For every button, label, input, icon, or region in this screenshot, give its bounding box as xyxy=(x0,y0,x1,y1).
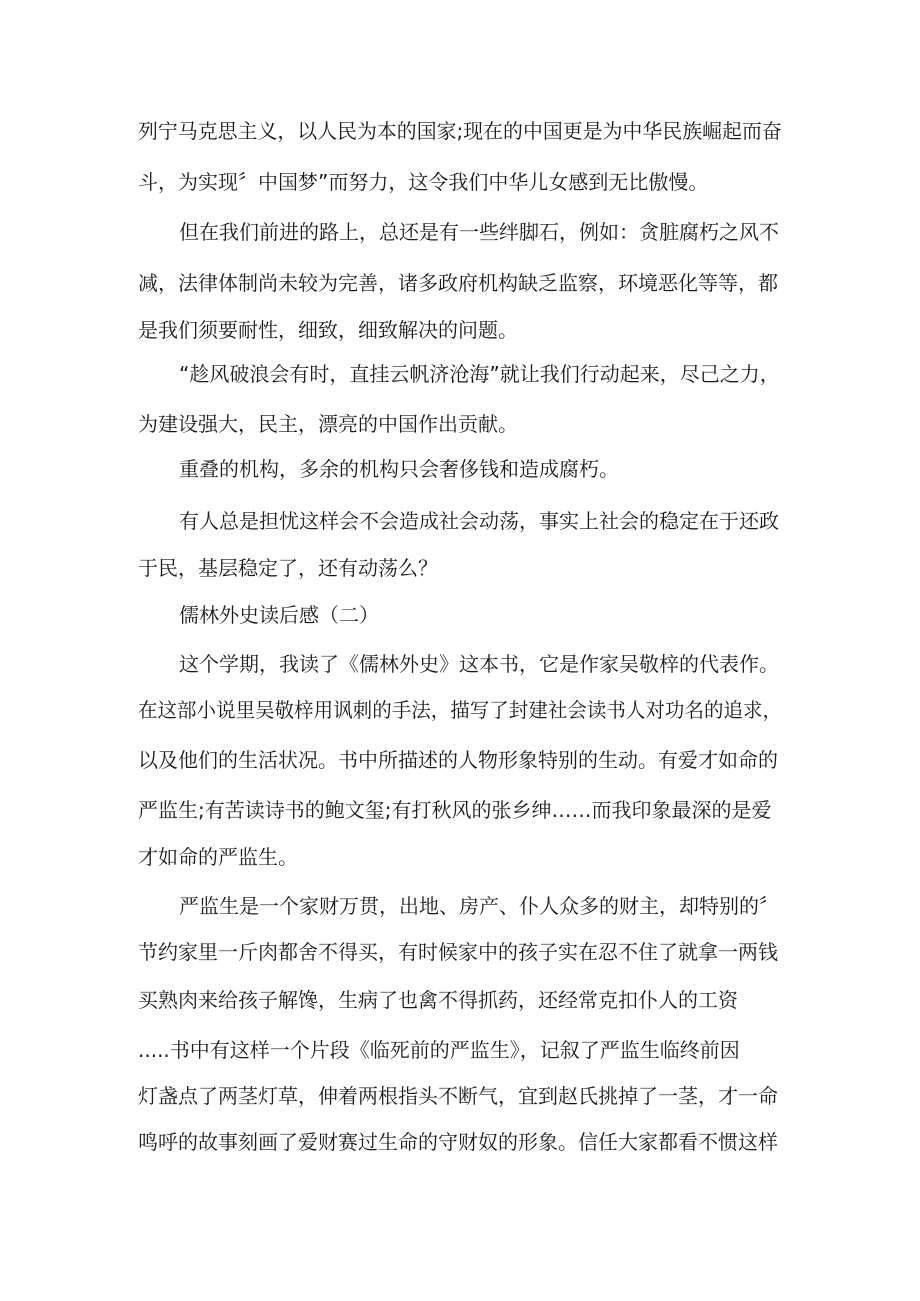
text-line: 买熟肉来给孩子解馋，生病了也禽不得抓药，还经常克扣仆人的工资 xyxy=(138,988,738,1012)
text-line: 斗，为实现〞中国梦”而努力，这令我们中华儿女感到无比傲慢。 xyxy=(138,170,709,194)
text-line: 严监生是一个家财万贯，出地、房产、仆人众多的财主，却特别的〞 xyxy=(179,894,779,918)
section-heading: 儒林外史读后感（二） xyxy=(179,603,379,627)
text-line: 在这部小说里吴敬梓用讽刺的手法，描写了封建社会读书人对功名的追求， xyxy=(138,698,783,722)
text-line: 减，法律体制尚未较为完善，诸多政府机构缺乏监察，环境恶化等等，都 xyxy=(138,271,778,295)
text-line: 为建设强大，民主，漂亮的中国作出贡献。 xyxy=(138,412,518,436)
text-line: 以及他们的生活状况。书中所描述的人物形象特别的生动。有爱才如命的 xyxy=(138,748,778,772)
text-line: 于民，基层稳定了，还有动荡么？ xyxy=(138,556,438,580)
text-line: 这个学期，我读了《儒林外史》这本书，它是作家吴敬梓的代表作。 xyxy=(179,652,779,676)
text-line: 鸣呼的故事刻画了爱财赛过生命的守财奴的形象。信任大家都看不惯这样 xyxy=(138,1130,778,1154)
text-line: 有人总是担忧这样会不会造成社会动荡，事实上社会的稳定在于还政 xyxy=(179,509,779,533)
text-line: .....书中有这样一个片段《临死前的严监生》，记叙了严监生临终前因 xyxy=(138,1038,740,1062)
text-line: 才如命的严监生。 xyxy=(138,845,298,869)
text-line: 是我们须要耐性，细致，细致解决的问题。 xyxy=(138,318,518,342)
text-line: 严监生;有苦读诗书的鲍文玺;有打秋风的张乡绅……而我印象最深的是爱 xyxy=(138,798,772,822)
text-line: 列宁马克思主义，以人民为本的国家;现在的中国更是为中华民族崛起而奋 xyxy=(138,119,782,143)
text-line: 节约家里一斤肉都舍不得买，有时候家中的孩子实在忍不住了就拿一两钱 xyxy=(138,940,778,964)
text-line: 重叠的机构，多余的机构只会奢侈钱和造成腐朽。 xyxy=(179,457,619,481)
text-line: 但在我们前进的路上，总还是有一些绊脚石，例如：贪脏腐朽之风不 xyxy=(179,220,779,244)
text-line: “趁风破浪会有时，直挂云帆济沧海”就让我们行动起来，尽己之力， xyxy=(179,362,780,386)
text-line: 灯盏点了两茎灯草，伸着两根指头不断气，宜到赵氏挑掉了一茎，才一命 xyxy=(138,1084,778,1108)
